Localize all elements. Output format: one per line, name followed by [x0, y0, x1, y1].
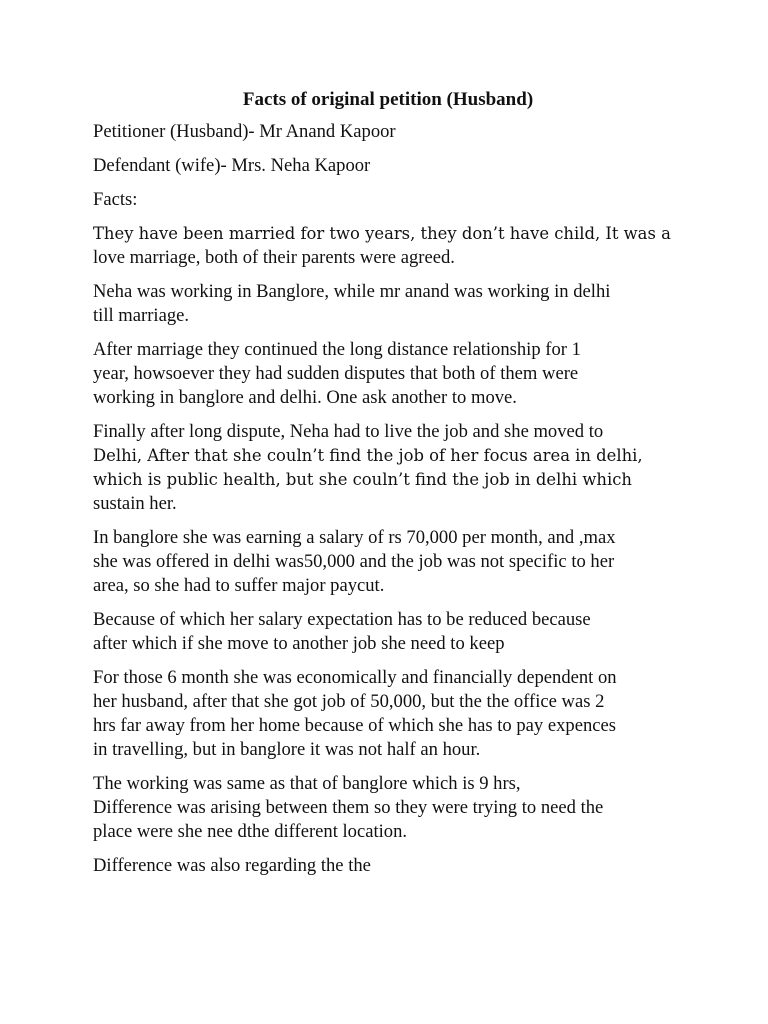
text-line: her husband, after that she got job of 50,000, but the the office was 2 [93, 691, 605, 712]
text-line: hrs far away from her home because of which she has to pay expences [93, 715, 617, 736]
text-line: Defendant (wife)- Mrs. Neha Kapoor [93, 155, 371, 176]
paragraph [93, 154, 683, 178]
text-line: Delhi, After that she couln’t find the job of her focus area in delhi, [93, 446, 643, 465]
text-line: she was offered in delhi was50,000 and the job was not specific to her [93, 551, 615, 572]
text-line: They have been married for two years, they don’t have child, It was a [93, 224, 671, 243]
text-line: In banglore she was earning a salary of rs 70,000 per month, and ,max [93, 527, 616, 548]
text-line: Facts: [93, 189, 138, 210]
text-line: Neha was working in Banglore, while mr anand was working in delhi [93, 281, 611, 302]
text-line: till marriage. [93, 305, 190, 326]
text-line: Because of which her salary expectation has to be reduced because [93, 609, 591, 630]
text-line: area, so she had to suffer major paycut. [93, 575, 385, 596]
paragraph [93, 854, 683, 878]
paragraph [93, 338, 683, 410]
text-line: place were she nee dthe different location. [93, 821, 408, 842]
document-body [93, 88, 683, 888]
paragraph [93, 420, 683, 516]
text-line: love marriage, both of their parents were agreed. [93, 247, 455, 268]
paragraph [93, 222, 683, 270]
text-line: Finally after long dispute, Neha had to live the job and she moved to [93, 421, 604, 442]
paragraph [93, 772, 683, 844]
text-line: For those 6 month she was economically and financially dependent on [93, 667, 617, 688]
paragraph [93, 280, 683, 328]
text-line: Difference was also regarding the the [93, 855, 371, 876]
paragraph [93, 188, 683, 212]
paragraph [93, 608, 683, 656]
paragraph [93, 526, 683, 598]
text-line: Difference was arising between them so they were trying to need the [93, 797, 604, 818]
text-line: in travelling, but in banglore it was not half an hour. [93, 739, 481, 760]
text-line: year, howsoever they had sudden disputes that both of them were [93, 363, 579, 384]
text-line: which is public health, but she couln’t find the job in delhi which [93, 470, 632, 489]
paragraph-list [93, 120, 683, 878]
text-line: after which if she move to another job she need to keep [93, 633, 505, 654]
text-line: The working was same as that of banglore which is 9 hrs, [93, 773, 521, 794]
text-line: Petitioner (Husband)- Mr Anand Kapoor [93, 121, 396, 142]
paragraph [93, 120, 683, 144]
text-line: After marriage they continued the long distance relationship for 1 [93, 339, 581, 360]
text-line: sustain her. [93, 493, 177, 514]
paragraph [93, 666, 683, 762]
document-title: Facts of original petition (Husband) [242, 89, 534, 110]
text-line: working in banglore and delhi. One ask another to move. [93, 387, 517, 408]
